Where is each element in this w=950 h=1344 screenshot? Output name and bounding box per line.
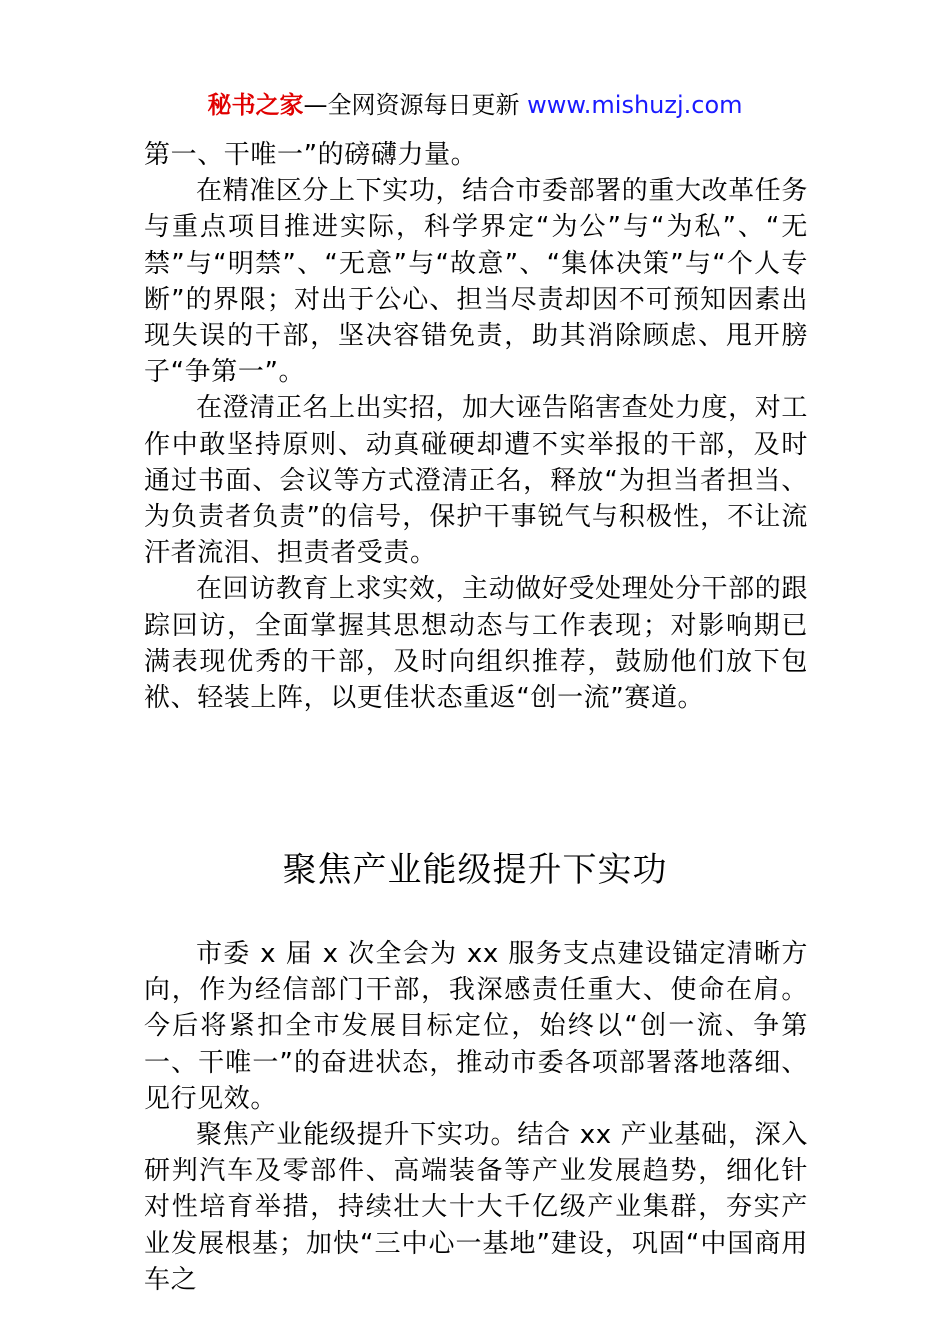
document-body-section-1 xyxy=(144,137,808,716)
site-header xyxy=(0,88,950,122)
site-tagline: —全网资源每日更新 xyxy=(303,91,528,119)
paragraph: 在澄清正名上出实招，加大诬告陷害查处力度，对工作中敢坚持原则、动真碰硬却遭不实举报的干部，及时通过书面、会议等方式澄清正名，释放“为担当者担当、为负责者负责”的信号，保护干事锐气与积极性，不让流汗者流泪、担责者受责。 xyxy=(144,393,808,569)
paragraph: 在回访教育上求实效，主动做好受处理处分干部的跟踪回访，全面掌握其思想动态与工作表现；对影响期已满表现优秀的干部，及时向组织推荐，鼓励他们放下包袱、轻装上阵，以更佳状态重返“创一流”赛道。 xyxy=(144,574,808,714)
site-brand: 秘书之家 xyxy=(207,91,304,119)
site-url-link[interactable]: www.mishuzj.com xyxy=(527,91,743,119)
document-body-section-2 xyxy=(144,936,808,1298)
paragraph-continuation: 第一、干唯一”的磅礴力量。 xyxy=(144,140,478,170)
paragraph: 市委 x 届 x 次全会为 xx 服务支点建设锚定清晰方向，作为经信部门干部，我深感责任重大、使命在肩。今后将紧扣全市发展目标定位，始终以“创一流、争第一、干唯一”的奋进状态，推动市委各项部署落地落细、见行见效。 xyxy=(144,939,808,1114)
paragraph: 在精准区分上下实功，结合市委部署的重大改革任务与重点项目推进实际，科学界定“为公”与“为私”、“无禁”与“明禁”、“无意”与“故意”、“集体决策”与“个人专断”的界限；对出于公心、担当尽责却因不可预知因素出现失误的干部，坚决容错免责，助其消除顾虑、甩开膀子“争第一”。 xyxy=(144,176,808,388)
section-title: 聚焦产业能级提升下实功 xyxy=(282,850,668,890)
paragraph: 聚焦产业能级提升下实功。结合 xx 产业基础，深入研判汽车及零部件、高端装备等产业发展趋势，细化针对性培育举措，持续壮大十大千亿级产业集群，夯实产业发展根基；加快“三中心一基地”建设，巩固“中国商用车之 xyxy=(144,1120,808,1295)
